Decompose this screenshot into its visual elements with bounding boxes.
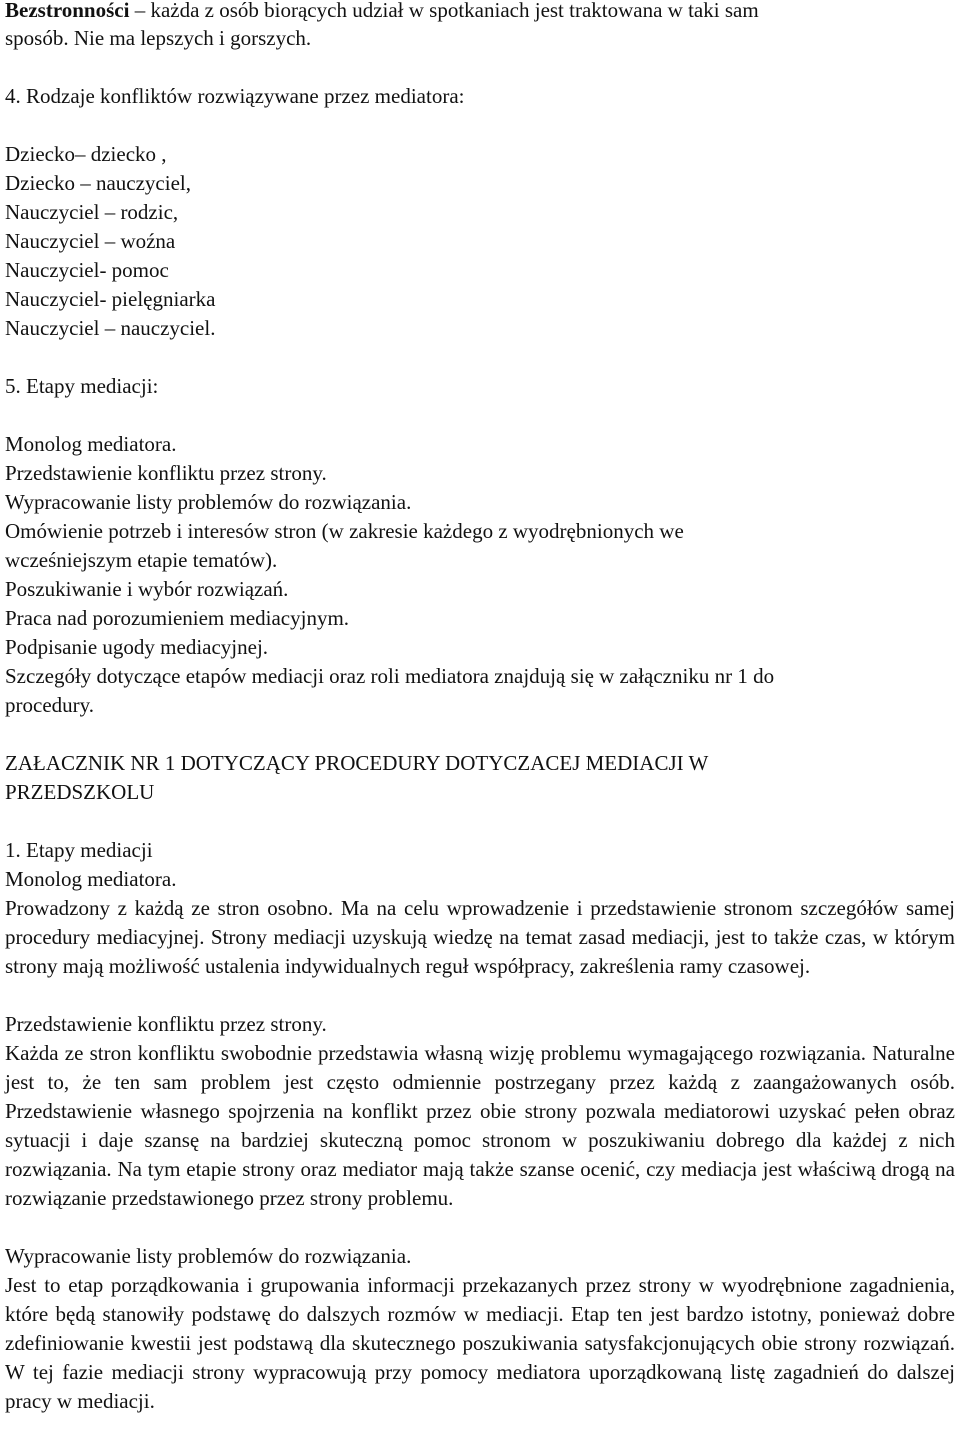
section4-heading: 4. Rodzaje konfliktów rozwiązywane przez mediatora: xyxy=(5,84,465,108)
section5-line: Szczegóły dotyczące etapów mediacji oraz roli mediatora znajdują się w załączniku nr 1 do xyxy=(5,664,775,688)
stage2-text: Każda ze stron konfliktu swobodnie przedstawia własną wizję problemu wymagającego rozwiązania. Naturalne jest to, że ten sam problem jest często odmiennie postrzegany przez każdą z zaangażowanych osób. Przedstawienie własnego spojrzenia na konflikt przez obie strony pozwala mediatorowi uzyskać pełen obraz sytuacji i daje szansę na bardziej skuteczną pomoc stronom w poszukiwaniu dobrego dla każdej z nich rozwiązania. Na tym etapie strony oraz mediator mają także szanse ocenić, czy mediacja jest właściwą drogą na rozwiązanie przedstawionego przez strony problemu. xyxy=(5,1041,955,1210)
intro-text: – każda z osób biorących udział w spotkaniach jest traktowana w taki sam xyxy=(129,0,759,22)
annex-title-line-2: PRZEDSZKOLU xyxy=(5,780,155,804)
section5-line: Poszukiwanie i wybór rozwiązań. xyxy=(5,577,289,601)
section4-item: Nauczyciel- pielęgniarka xyxy=(5,287,216,311)
intro-line-1 xyxy=(5,0,759,24)
stage2-title: Przedstawienie konfliktu przez strony. xyxy=(5,1012,327,1036)
section4-item: Nauczyciel – nauczyciel. xyxy=(5,316,216,340)
stage3-title: Wypracowanie listy problemów do rozwiązania. xyxy=(5,1244,412,1268)
section4-item: Dziecko– dziecko , xyxy=(5,142,167,166)
intro-line-2: sposób. Nie ma lepszych i gorszych. xyxy=(5,26,312,50)
section5-line: Omówienie potrzeb i interesów stron (w zakresie każdego z wyodrębnionych we xyxy=(5,519,684,543)
stage1-text: Prowadzony z każdą ze stron osobno. Ma na celu wprowadzenie i przedstawienie stronom szczegółów samej procedury mediacyjnej. Strony mediacji uzyskują wiedzę na temat zasad mediacji, jest to także czas, w którym strony mają możliwość ustalenia indywidualnych reguł współpracy, zakreślenia ramy czasowej. xyxy=(5,896,955,978)
section5-line: procedury. xyxy=(5,693,95,717)
section5-line: Monolog mediatora. xyxy=(5,432,177,456)
section5-heading: 5. Etapy mediacji: xyxy=(5,374,159,398)
intro-term: Bezstronności xyxy=(5,0,130,22)
section5-line: Przedstawienie konfliktu przez strony. xyxy=(5,461,327,485)
section5-line: Podpisanie ugody mediacyjnej. xyxy=(5,635,269,659)
section5-line: wcześniejszym etapie tematów). xyxy=(5,548,278,572)
stage1-title: Monolog mediatora. xyxy=(5,867,177,891)
annex-title-line-1: ZAŁACZNIK NR 1 DOTYCZĄCY PROCEDURY DOTYCZACEJ MEDIACJI W xyxy=(5,751,709,775)
section4-item: Nauczyciel- pomoc xyxy=(5,258,169,282)
stage3-text: Jest to etap porządkowania i grupowania informacji przekazanych przez strony w wyodrębnione zagadnienia, które będą stanowiły podstawę do dalszych rozmów w mediacji. Etap ten jest bardzo istotny, ponieważ dobre zdefiniowanie kwestii jest podstawą dla skutecznego poszukiwania satysfakcjonujących obie strony rozwiązań. W tej fazie mediacji strony wypracowują przy pomocy mediatora uporządkowaną listę zagadnień do dalszej pracy w mediacji. xyxy=(5,1273,955,1413)
section4-item: Nauczyciel – rodzic, xyxy=(5,200,179,224)
section4-item: Dziecko – nauczyciel, xyxy=(5,171,191,195)
annex-stages-heading: 1. Etapy mediacji xyxy=(5,838,153,862)
section4-item: Nauczyciel – woźna xyxy=(5,229,176,253)
section5-line: Wypracowanie listy problemów do rozwiązania. xyxy=(5,490,412,514)
section5-line: Praca nad porozumieniem mediacyjnym. xyxy=(5,606,350,630)
